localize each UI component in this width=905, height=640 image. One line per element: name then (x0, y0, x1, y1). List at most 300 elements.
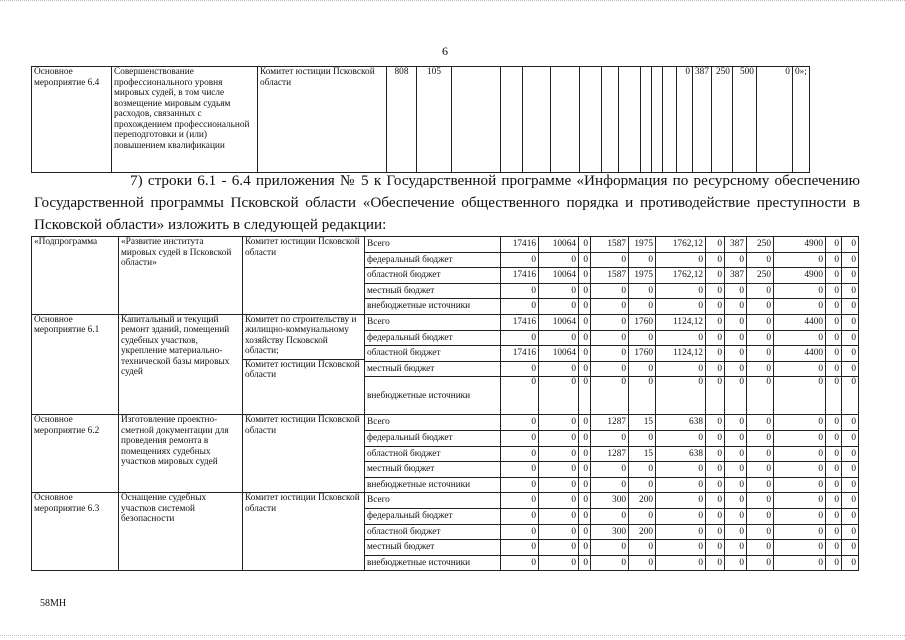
value-cell: 0 (725, 540, 747, 556)
value-cell: 0 (656, 299, 706, 315)
value-cell: 0 (629, 477, 656, 493)
value-cell: 0 (842, 430, 859, 446)
value-cell: 0 (725, 430, 747, 446)
value-cell: 0 (579, 477, 591, 493)
value-cell: 0 (706, 430, 725, 446)
page-number: 6 (442, 44, 448, 58)
value-cell: 1762,12 (656, 237, 706, 253)
value-cell: 0 (656, 555, 706, 571)
executor-cell (243, 237, 365, 315)
value-cell: 0 (629, 540, 656, 556)
value-cell: 0 (656, 524, 706, 540)
value-cell: 0 (774, 377, 826, 415)
value-cell: 0 (774, 430, 826, 446)
value-cell: 0 (706, 462, 725, 478)
value-cell (641, 67, 652, 173)
value-cell: 0 (656, 377, 706, 415)
value-cell: 0 (501, 493, 539, 509)
value-cell: 0 (591, 430, 629, 446)
value-cell: 0 (774, 540, 826, 556)
value-cell: 300 (591, 493, 629, 509)
value-cell: 200 (629, 524, 656, 540)
activity-type: Основное мероприятие 6.2 (32, 415, 119, 493)
value-cell: 0 (539, 477, 579, 493)
value-cell: 0 (706, 415, 725, 431)
value-cell: 0 (656, 252, 706, 268)
executor-cell (243, 493, 365, 571)
value-cell: 0 (706, 330, 725, 346)
value-cell: 0 (747, 555, 774, 571)
value-cell: 0 (725, 446, 747, 462)
value-cell: 0 (656, 462, 706, 478)
value-cell: 0 (774, 508, 826, 524)
value-cell: 17416 (501, 237, 539, 253)
value-cell: 0 (591, 508, 629, 524)
value-cell: 0 (579, 237, 591, 253)
value-cell: 0 (747, 361, 774, 377)
value-cell: 0 (539, 330, 579, 346)
value-cell: 0 (629, 252, 656, 268)
value-cell: 0 (747, 252, 774, 268)
executor: Комитет по строительству и жилищно-коммунальному хозяйству Псковской области; (245, 314, 357, 357)
value-cell: 0 (591, 314, 629, 330)
funding-source: областной бюджет (365, 524, 501, 540)
value-cell: 0 (706, 268, 725, 284)
executor: Комитет юстиции Псковской области (245, 237, 360, 258)
funding-source: областной бюджет (365, 268, 501, 284)
value-cell: 0 (747, 415, 774, 431)
value-cell: 0 (774, 252, 826, 268)
table-row (32, 237, 859, 253)
value-cell: 0 (706, 477, 725, 493)
resource-table (31, 236, 859, 571)
value-cell: 0 (501, 508, 539, 524)
value-cell: 0»; (792, 67, 809, 173)
value-cell: 0 (629, 330, 656, 346)
value-cell: 1975 (629, 237, 656, 253)
value-cell: 0 (579, 268, 591, 284)
value-cell: 0 (842, 330, 859, 346)
value-cell: 0 (747, 508, 774, 524)
value-cell: 0 (747, 330, 774, 346)
value-cell: 250 (711, 67, 732, 173)
value-cell: 0 (826, 415, 842, 431)
value-cell: 300 (591, 524, 629, 540)
value-cell: 0 (706, 283, 725, 299)
funding-source: внебюджетные источники (365, 377, 501, 415)
value-cell: 0 (539, 493, 579, 509)
value-cell: 0 (501, 252, 539, 268)
value-cell: 0 (629, 299, 656, 315)
value-cell: 0 (725, 555, 747, 571)
funding-source: местный бюджет (365, 283, 501, 299)
value-cell: 0 (579, 299, 591, 315)
value-cell: 1760 (629, 346, 656, 362)
value-cell: 0 (725, 361, 747, 377)
value-cell: 0 (826, 346, 842, 362)
value-cell: 0 (579, 555, 591, 571)
value-cell: 0 (656, 508, 706, 524)
value-cell: 0 (826, 493, 842, 509)
value-cell: 0 (826, 237, 842, 253)
value-cell: 0 (629, 361, 656, 377)
value-cell: 0 (725, 330, 747, 346)
value-cell: 0 (501, 377, 539, 415)
funding-source: местный бюджет (365, 462, 501, 478)
value-cell: 0 (579, 361, 591, 377)
value-cell: 0 (774, 493, 826, 509)
value-cell: 0 (629, 430, 656, 446)
funding-source: областной бюджет (365, 346, 501, 362)
value-cell: 250 (747, 268, 774, 284)
activity-type: Основное мероприятие 6.1 (32, 314, 119, 414)
value-cell: 1762,12 (656, 268, 706, 284)
activity-type: Основное мероприятие 6.4 (32, 67, 112, 173)
value-cell: 0 (539, 299, 579, 315)
value-cell: 0 (774, 299, 826, 315)
funding-source: местный бюджет (365, 361, 501, 377)
activity-name: «Развитие института мировых судей в Псковской области» (119, 237, 243, 315)
value-cell: 0 (591, 555, 629, 571)
value-cell: 0 (747, 446, 774, 462)
value-cell: 0 (656, 540, 706, 556)
value-cell: 0 (579, 415, 591, 431)
value-cell: 0 (591, 283, 629, 299)
value-cell (663, 67, 677, 173)
value-cell: 0 (842, 477, 859, 493)
table-row (32, 314, 859, 330)
executor: Комитет юстиции Псковской области (245, 415, 360, 436)
funding-source: Всего (365, 237, 501, 253)
value-cell: 0 (539, 555, 579, 571)
funding-source: внебюджетные источники (365, 555, 501, 571)
value-cell: 10064 (539, 314, 579, 330)
value-cell: 0 (774, 555, 826, 571)
value-cell: 0 (501, 446, 539, 462)
funding-source: Всего (365, 415, 501, 431)
value-cell: 0 (842, 555, 859, 571)
value-cell: 0 (629, 462, 656, 478)
value-cell: 0 (725, 283, 747, 299)
value-cell: 0 (539, 462, 579, 478)
value-cell: 0 (826, 268, 842, 284)
funding-source: Всего (365, 493, 501, 509)
value-cell: 0 (826, 377, 842, 415)
value-cell: 0 (747, 299, 774, 315)
value-cell: 0 (656, 493, 706, 509)
value-cell: 0 (826, 540, 842, 556)
value-cell: 0 (747, 283, 774, 299)
value-cell: 0 (706, 555, 725, 571)
value-cell: 0 (842, 540, 859, 556)
value-cell: 638 (656, 415, 706, 431)
value-cell: 0 (756, 67, 792, 173)
value-cell: 0 (725, 252, 747, 268)
value-cell: 0 (591, 252, 629, 268)
value-cell: 0 (747, 462, 774, 478)
value-cell: 0 (725, 377, 747, 415)
value-cell: 0 (774, 446, 826, 462)
value-cell: 1287 (591, 446, 629, 462)
value-cell: 0 (725, 299, 747, 315)
value-cell: 0 (656, 430, 706, 446)
value-cell: 0 (842, 299, 859, 315)
funding-source: областной бюджет (365, 446, 501, 462)
value-cell: 0 (591, 477, 629, 493)
value-cell: 0 (774, 524, 826, 540)
value-cell: 0 (656, 283, 706, 299)
value-cell: 1287 (591, 415, 629, 431)
value-cell: 0 (842, 283, 859, 299)
value-cell: 0 (501, 415, 539, 431)
value-cell: 0 (725, 493, 747, 509)
value-cell: 10064 (539, 346, 579, 362)
grbs-code: 808 (387, 67, 417, 173)
value-cell: 0 (826, 330, 842, 346)
value-cell: 0 (725, 314, 747, 330)
value-cell: 0 (842, 415, 859, 431)
value-cell: 250 (747, 237, 774, 253)
value-cell: 0 (747, 524, 774, 540)
value-cell: 0 (656, 361, 706, 377)
executor: Комитет юстиции Псковской области (245, 493, 360, 514)
value-cell: 1760 (629, 314, 656, 330)
value-cell (523, 67, 551, 173)
activity-type: Основное мероприятие 6.3 (32, 493, 119, 571)
value-cell: 0 (842, 346, 859, 362)
value-cell: 0 (706, 493, 725, 509)
value-cell: 17416 (501, 314, 539, 330)
value-cell: 0 (774, 477, 826, 493)
value-cell: 0 (706, 237, 725, 253)
funding-source: местный бюджет (365, 540, 501, 556)
value-cell: 0 (842, 314, 859, 330)
value-cell: 0 (842, 524, 859, 540)
value-cell: 0 (826, 462, 842, 478)
value-cell: 0 (747, 346, 774, 362)
value-cell: 0 (842, 252, 859, 268)
value-cell: 0 (656, 477, 706, 493)
value-cell: 0 (591, 299, 629, 315)
value-cell: 0 (747, 430, 774, 446)
value-cell: 0 (539, 377, 579, 415)
value-cell: 0 (539, 540, 579, 556)
value-cell: 0 (706, 314, 725, 330)
value-cell: 0 (826, 314, 842, 330)
activity-type: «Подпрограмма (32, 237, 119, 315)
value-cell: 0 (591, 361, 629, 377)
value-cell: 0 (725, 524, 747, 540)
rzpr-code: 105 (417, 67, 452, 173)
amendment-paragraph: 7) строки 6.1 - 6.4 приложения № 5 к Государственной программе «Информация по ресурсному обеспечению Государственной программы Псковской области «Обеспечение общественного порядка и противодействие преступности в Псковской области» изложить в следующей редакции: (34, 172, 860, 233)
value-cell: 0 (842, 361, 859, 377)
value-cell: 0 (706, 252, 725, 268)
value-cell: 15 (629, 415, 656, 431)
value-cell: 0 (677, 67, 693, 173)
value-cell: 0 (826, 299, 842, 315)
value-cell: 0 (629, 508, 656, 524)
executor-cell (243, 314, 365, 414)
funding-source: федеральный бюджет (365, 330, 501, 346)
value-cell: 0 (501, 555, 539, 571)
value-cell: 0 (826, 477, 842, 493)
value-cell: 0 (539, 446, 579, 462)
value-cell: 0 (501, 524, 539, 540)
value-cell: 0 (725, 462, 747, 478)
value-cell: 0 (591, 346, 629, 362)
activity-name: Изготовление проектно-сметной документации для проведения ремонта в помещениях судебных участков мировых судей (119, 415, 243, 493)
funding-source: федеральный бюджет (365, 430, 501, 446)
executor-cell (243, 415, 365, 493)
value-cell: 0 (579, 446, 591, 462)
value-cell: 0 (539, 415, 579, 431)
value-cell: 0 (579, 330, 591, 346)
value-cell: 0 (774, 361, 826, 377)
value-cell: 10064 (539, 237, 579, 253)
value-cell: 0 (591, 540, 629, 556)
activity-name: Оснащение судебных участков системой безопасности (119, 493, 243, 571)
value-cell: 4900 (774, 268, 826, 284)
funding-source: федеральный бюджет (365, 508, 501, 524)
value-cell: 0 (579, 252, 591, 268)
value-cell: 0 (629, 377, 656, 415)
value-cell: 0 (774, 462, 826, 478)
value-cell: 0 (747, 540, 774, 556)
value-cell: 0 (725, 346, 747, 362)
value-cell: 0 (747, 477, 774, 493)
value-cell: 0 (725, 415, 747, 431)
value-cell: 0 (774, 415, 826, 431)
value-cell: 0 (501, 477, 539, 493)
value-cell: 500 (732, 67, 756, 173)
executor: Комитет юстиции Псковской области (258, 67, 387, 173)
table-row (32, 415, 859, 431)
value-cell (602, 67, 619, 173)
value-cell: 0 (579, 493, 591, 509)
value-cell: 0 (501, 330, 539, 346)
value-cell: 0 (579, 283, 591, 299)
value-cell: 0 (579, 377, 591, 415)
value-cell: 0 (579, 524, 591, 540)
value-cell: 0 (579, 346, 591, 362)
value-cell: 387 (693, 67, 712, 173)
value-cell: 0 (774, 283, 826, 299)
table-row (32, 67, 826, 173)
value-cell: 1124,12 (656, 346, 706, 362)
value-cell: 0 (539, 508, 579, 524)
top-table (31, 66, 825, 173)
value-cell: 0 (826, 555, 842, 571)
value-cell (501, 67, 523, 173)
value-cell: 0 (842, 377, 859, 415)
value-cell (452, 67, 501, 173)
value-cell: 0 (725, 477, 747, 493)
value-cell: 0 (591, 377, 629, 415)
value-cell: 0 (629, 283, 656, 299)
value-cell: 0 (579, 314, 591, 330)
value-cell: 0 (826, 283, 842, 299)
value-cell: 638 (656, 446, 706, 462)
value-cell: 0 (629, 555, 656, 571)
value-cell: 0 (579, 430, 591, 446)
value-cell: 0 (501, 299, 539, 315)
value-cell: 4400 (774, 314, 826, 330)
value-cell (652, 67, 663, 173)
value-cell: 0 (706, 299, 725, 315)
value-cell: 0 (579, 540, 591, 556)
value-cell: 0 (706, 377, 725, 415)
value-cell: 200 (629, 493, 656, 509)
value-cell (580, 67, 602, 173)
value-cell: 15 (629, 446, 656, 462)
value-cell: 1975 (629, 268, 656, 284)
scan-artifact-bottom (0, 635, 905, 638)
value-cell: 0 (826, 446, 842, 462)
value-cell: 0 (725, 508, 747, 524)
value-cell: 0 (842, 493, 859, 509)
funding-source: внебюджетные источники (365, 477, 501, 493)
value-cell: 0 (826, 430, 842, 446)
value-cell: 10064 (539, 268, 579, 284)
value-cell (551, 67, 580, 173)
value-cell: 0 (842, 237, 859, 253)
funding-source: федеральный бюджет (365, 252, 501, 268)
value-cell: 0 (706, 346, 725, 362)
value-cell: 0 (501, 430, 539, 446)
value-cell: 0 (706, 508, 725, 524)
value-cell: 0 (706, 361, 725, 377)
value-cell: 0 (501, 361, 539, 377)
scan-artifact-top (0, 0, 905, 3)
executor: Комитет юстиции Псковской области (243, 359, 364, 381)
value-cell: 0 (501, 540, 539, 556)
value-cell: 0 (826, 361, 842, 377)
value-cell: 0 (842, 446, 859, 462)
value-cell: 1124,12 (656, 314, 706, 330)
value-cell: 387 (725, 237, 747, 253)
value-cell: 0 (539, 524, 579, 540)
value-cell: 0 (706, 540, 725, 556)
value-cell: 1587 (591, 237, 629, 253)
value-cell: 0 (579, 508, 591, 524)
value-cell: 0 (706, 524, 725, 540)
value-cell: 0 (774, 330, 826, 346)
value-cell (619, 67, 641, 173)
value-cell: 0 (501, 462, 539, 478)
funding-source: внебюджетные источники (365, 299, 501, 315)
value-cell: 0 (826, 508, 842, 524)
value-cell: 0 (501, 283, 539, 299)
value-cell: 0 (826, 524, 842, 540)
table-row (32, 493, 859, 509)
value-cell: 17416 (501, 268, 539, 284)
value-cell: 0 (591, 330, 629, 346)
activity-name: Совершенствование профессионального уровня мировых судей, в том числе возмещение мировым судьям расходов, связанных с прохождением профессиональной переподготовки и (или) повышением квалификации (112, 67, 258, 173)
value-cell: 0 (539, 361, 579, 377)
value-cell: 4900 (774, 237, 826, 253)
value-cell: 0 (842, 462, 859, 478)
value-cell: 17416 (501, 346, 539, 362)
document-code: 58МН (40, 598, 67, 609)
value-cell: 1587 (591, 268, 629, 284)
value-cell: 0 (826, 252, 842, 268)
value-cell: 387 (725, 268, 747, 284)
value-cell: 0 (591, 462, 629, 478)
funding-source: Всего (365, 314, 501, 330)
value-cell: 0 (747, 377, 774, 415)
value-cell: 0 (747, 314, 774, 330)
value-cell: 0 (539, 252, 579, 268)
